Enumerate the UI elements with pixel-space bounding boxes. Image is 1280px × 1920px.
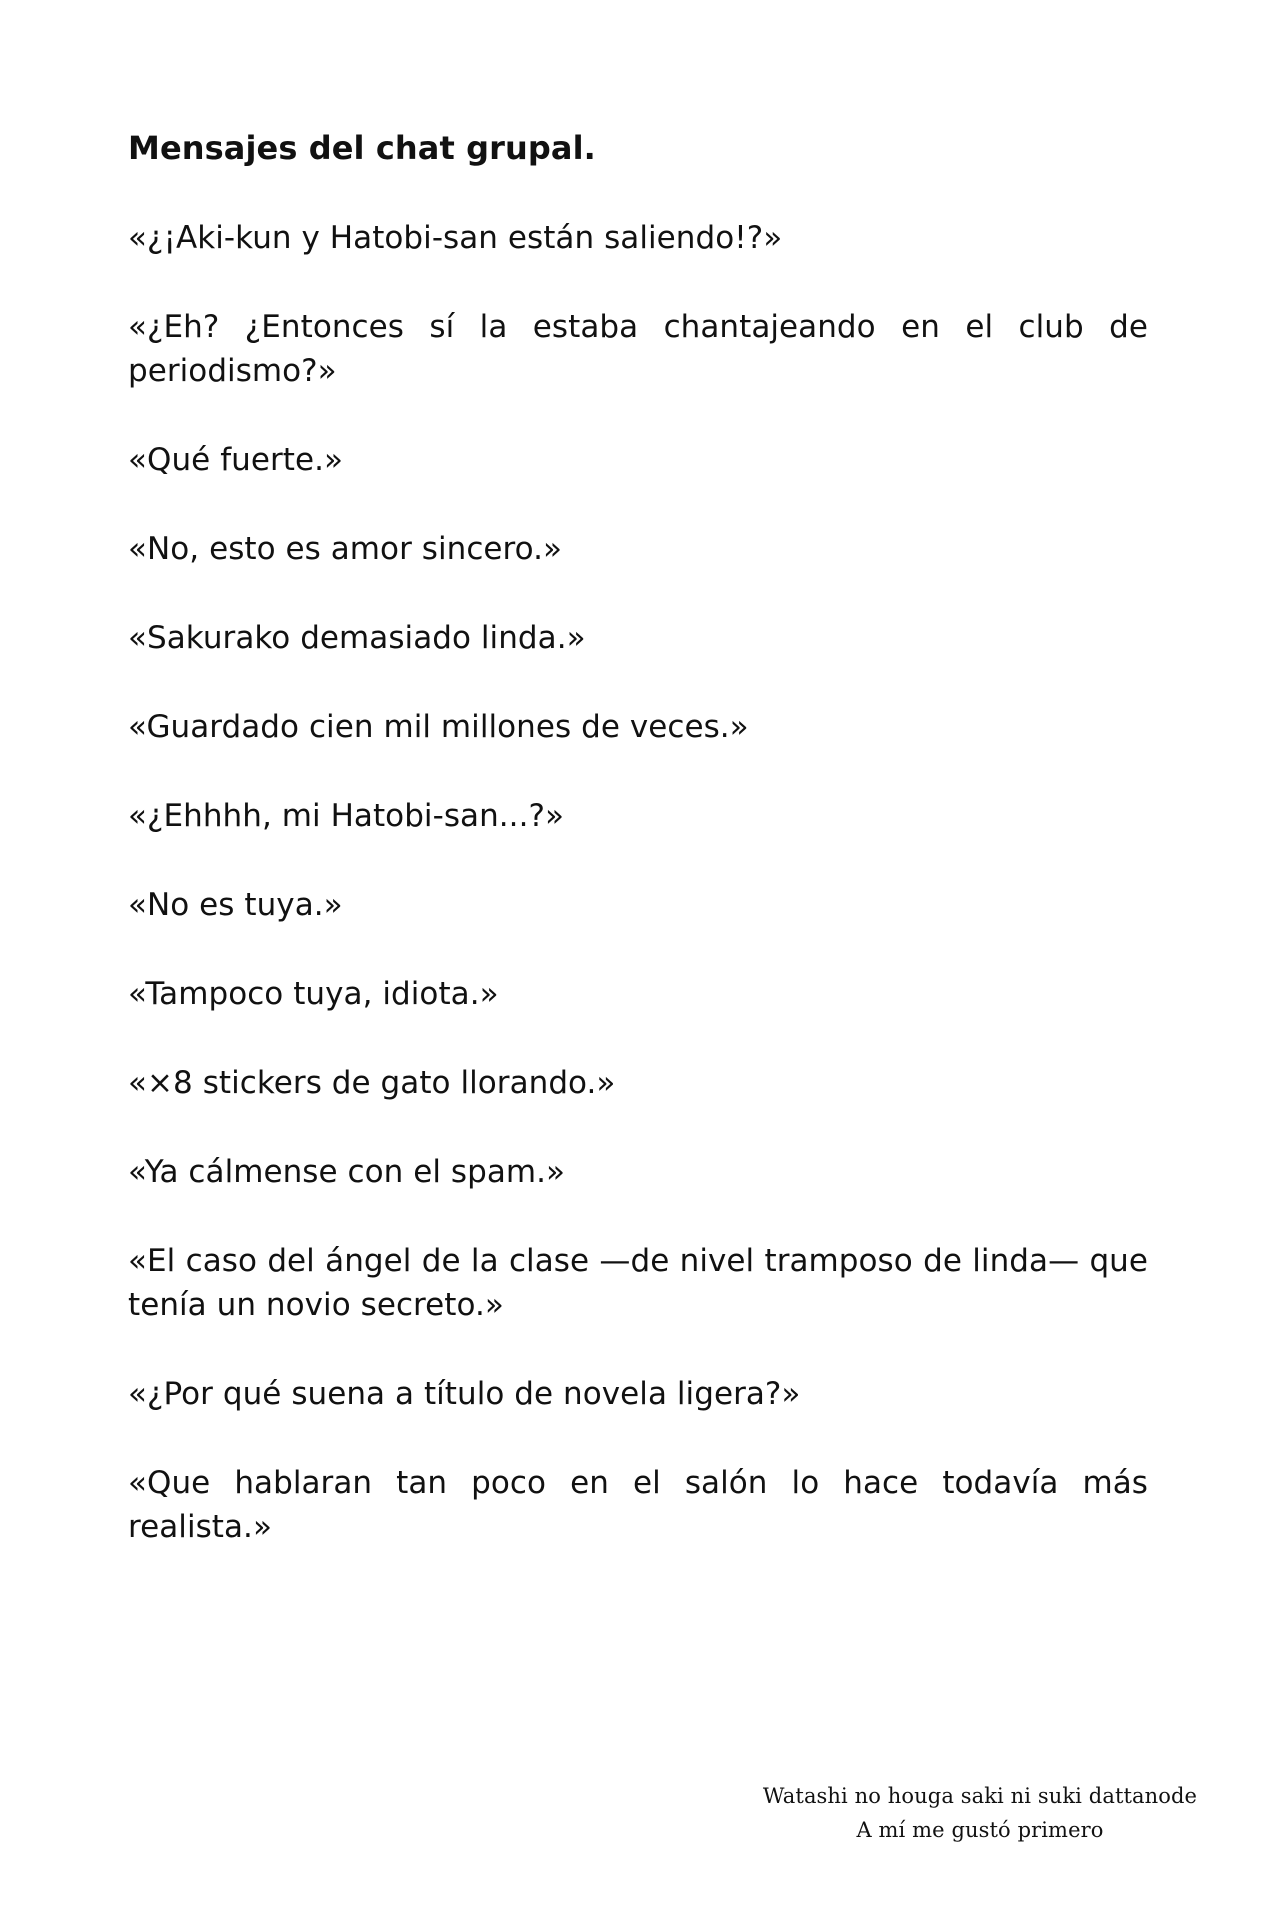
chat-message: «¿Eh? ¿Entonces sí la estaba chantajeando en el club de periodismo?» — [128, 309, 1148, 389]
chat-message: «¿¡Aki-kun y Hatobi-san están saliendo!?» — [128, 220, 783, 256]
chat-message: «¿Por qué suena a título de novela ligera?» — [128, 1376, 801, 1412]
chat-message: «El caso del ángel de la clase —de nivel tramposo de linda— que tenía un novio secreto.» — [128, 1243, 1148, 1323]
footer-original-title: Watashi no houga saki ni suki dattanode — [762, 1784, 1198, 1808]
section-heading: Mensajes del chat grupal. — [128, 129, 596, 167]
footer-spanish-title: A mí me gustó primero — [856, 1818, 1104, 1842]
page-footer — [740, 1779, 1220, 1847]
chat-message: «Ya cálmense con el spam.» — [128, 1154, 566, 1190]
chat-message: «×8 stickers de gato llorando.» — [128, 1065, 616, 1101]
chat-message: «Guardado cien mil millones de veces.» — [128, 709, 749, 745]
document-body — [128, 126, 1148, 1594]
chat-message: «Sakurako demasiado linda.» — [128, 620, 586, 656]
chat-message: «Qué fuerte.» — [128, 442, 344, 478]
chat-message: «Tampoco tuya, idiota.» — [128, 976, 499, 1012]
chat-message: «Que hablaran tan poco en el salón lo hace todavía más realista.» — [128, 1465, 1148, 1545]
chat-message-list — [128, 216, 1148, 1549]
chat-message: «No es tuya.» — [128, 887, 343, 923]
chat-message: «¿Ehhhh, mi Hatobi-san...?» — [128, 798, 565, 834]
chat-message: «No, esto es amor sincero.» — [128, 531, 563, 567]
